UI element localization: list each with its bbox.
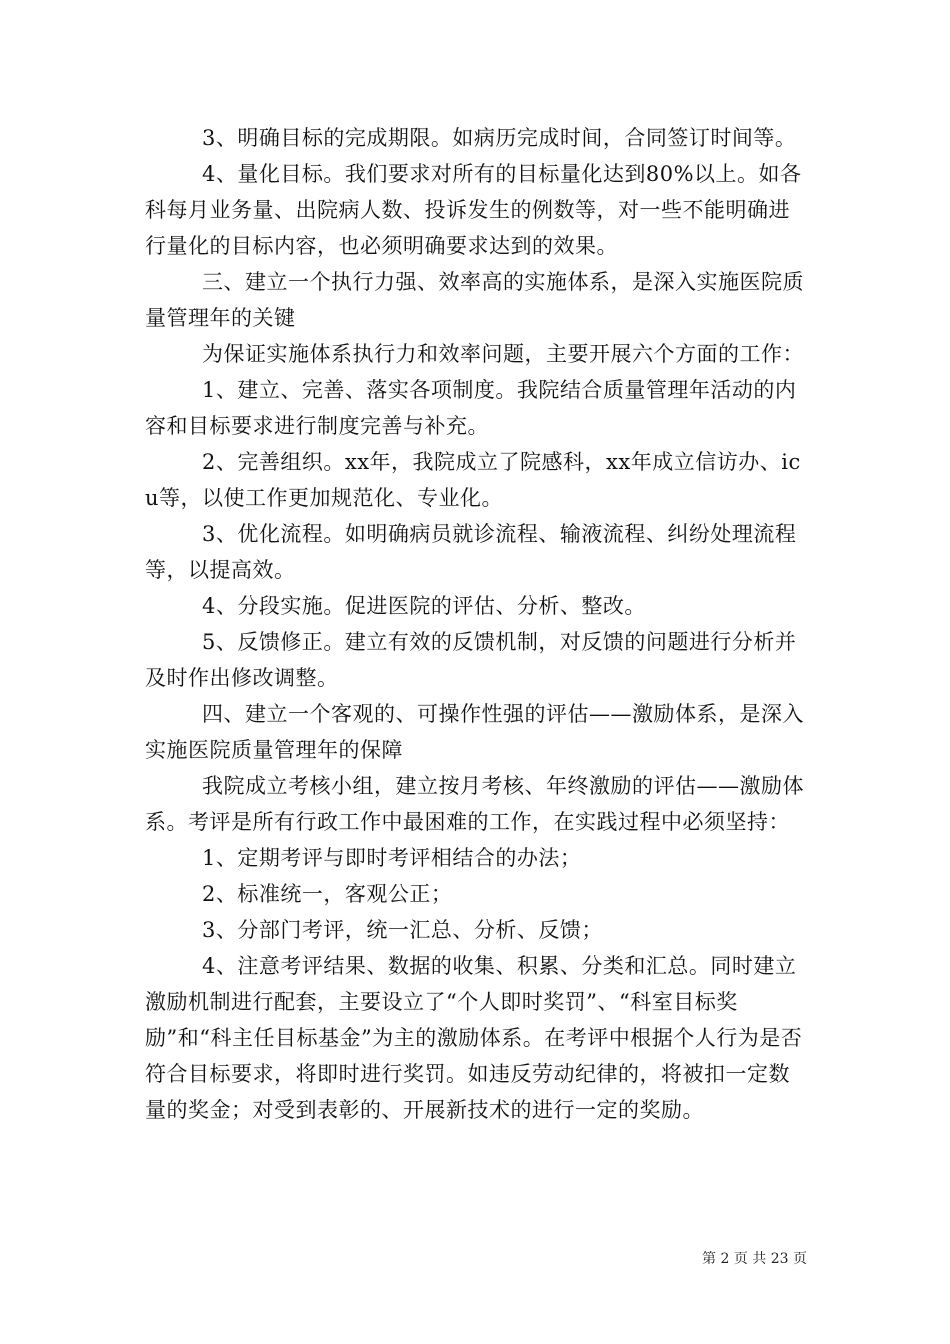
paragraph: 4、注意考评结果、数据的收集、积累、分类和汇总。同时建立激励机制进行配套，主要设立了“个人即时奖罚”、“科室目标奖励”和“科主任目标基金”为主的激励体系。在考评中根据个人行为是否符合目标要求，将即时进行奖罚。如违反劳动纪律的，将被扣一定数量的奖金；对受到表彰的、开展新技术的进行一定的奖励。 <box>145 954 803 1122</box>
paragraph: 为保证实施体系执行力和效率问题，主要开展六个方面的工作： <box>202 342 804 366</box>
paragraph: 4、分段实施。促进医院的评估、分析、整改。 <box>202 594 646 618</box>
section-heading: 三、建立一个执行力强、效率高的实施体系，是深入实施医院质量管理年的关键 <box>145 270 804 330</box>
paragraph: 4、量化目标。我们要求对所有的目标量化达到80%以上。如各科每月业务量、出院病人数、投诉发生的例数等，对一些不能明确进行量化的目标内容，也必须明确要求达到的效果。 <box>145 162 802 258</box>
section-heading: 四、建立一个客观的、可操作性强的评估——激励体系，是深入实施医院质量管理年的保障 <box>145 702 804 762</box>
paragraph: 3、分部门考评，统一汇总、分析、反馈； <box>202 918 603 942</box>
document-body <box>145 120 810 1128</box>
paragraph: 3、明确目标的完成期限。如病历完成时间，合同签订时间等。 <box>202 126 797 150</box>
paragraph: 3、优化流程。如明确病员就诊流程、输液流程、纠纷处理流程等，以提高效。 <box>145 522 797 582</box>
paragraph: 1、建立、完善、落实各项制度。我院结合质量管理年活动的内容和目标要求进行制度完善与补充。 <box>145 378 797 438</box>
paragraph: 2、标准统一，客观公正； <box>202 882 453 906</box>
paragraph: 1、定期考评与即时考评相结合的办法； <box>202 846 582 870</box>
page-number-footer: 第 2 页 共 23 页 <box>702 1251 807 1267</box>
paragraph: 5、反馈修正。建立有效的反馈机制，对反馈的问题进行分析并及时作出修改调整。 <box>145 630 797 690</box>
paragraph: 2、完善组织。xx年，我院成立了院感科，xx年成立信访办、icu等，以使工作更加规范化、专业化。 <box>145 450 801 510</box>
paragraph: 我院成立考核小组，建立按月考核、年终激励的评估——激励体系。考评是所有行政工作中最困难的工作，在实践过程中必须坚持： <box>145 774 804 834</box>
